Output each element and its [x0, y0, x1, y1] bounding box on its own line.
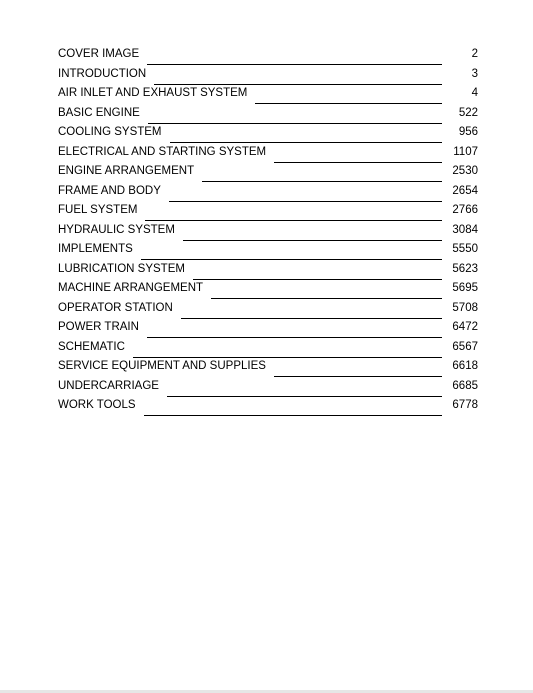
- toc-entry-cooling-system[interactable]: [58, 123, 478, 143]
- toc-entry-machine-arrangement[interactable]: [58, 279, 478, 299]
- toc-entry-title: FRAME AND BODY: [58, 184, 161, 197]
- toc-entry-implements[interactable]: [58, 240, 478, 260]
- toc-entry-hydraulic-system[interactable]: [58, 221, 478, 241]
- toc-leader-line: [144, 415, 442, 416]
- toc-entry-page: 3084: [452, 223, 478, 236]
- toc-entry-title: POWER TRAIN: [58, 321, 139, 333]
- toc-entry-page: 2766: [452, 204, 478, 216]
- toc-entry-air-inlet-and-exhaust-system[interactable]: [58, 84, 478, 104]
- toc-entry-page: 6567: [452, 340, 478, 353]
- toc-entry-title: ELECTRICAL AND STARTING SYSTEM: [58, 145, 267, 158]
- toc-entry-page: 6618: [452, 360, 478, 372]
- toc-entry-fuel-system[interactable]: [58, 201, 478, 221]
- toc-entry-page: 522: [458, 106, 478, 119]
- toc-entry-title: LUBRICATION SYSTEM: [58, 262, 185, 275]
- toc-entry-title: IMPLEMENTS: [58, 243, 133, 255]
- toc-entry-page: 3: [471, 67, 478, 80]
- toc-entry-page: 5623: [452, 262, 478, 275]
- toc-entry-electrical-and-starting-system[interactable]: [58, 143, 478, 163]
- toc-entry-page: 5708: [452, 301, 478, 314]
- toc-entry-work-tools[interactable]: [58, 396, 478, 416]
- toc-entry-service-equipment-and-supplies[interactable]: [58, 357, 478, 377]
- toc-entry-cover-image[interactable]: [58, 45, 478, 65]
- toc-entry-page: 5695: [452, 282, 478, 294]
- toc-entry-title: HYDRAULIC SYSTEM: [58, 223, 175, 236]
- toc-entry-engine-arrangement[interactable]: [58, 162, 478, 182]
- toc-entry-page: 2654: [452, 184, 478, 197]
- toc-entry-page: 1107: [453, 145, 478, 158]
- toc-entry-introduction[interactable]: [58, 65, 478, 85]
- toc-entry-title: COVER IMAGE: [58, 48, 140, 60]
- toc-entry-page: 2: [471, 48, 478, 60]
- toc-entry-page: 6685: [452, 379, 478, 392]
- toc-entry-basic-engine[interactable]: [58, 104, 478, 124]
- toc-entry-operator-station[interactable]: [58, 299, 478, 319]
- toc-entry-schematic[interactable]: [58, 338, 478, 358]
- toc-entry-title: SERVICE EQUIPMENT AND SUPPLIES: [58, 360, 266, 372]
- toc-entry-title: ENGINE ARRANGEMENT: [58, 165, 195, 177]
- toc-entry-title: AIR INLET AND EXHAUST SYSTEM: [58, 87, 248, 99]
- toc-entry-page: 956: [458, 126, 478, 138]
- table-of-contents: [58, 45, 478, 416]
- toc-entry-title: UNDERCARRIAGE: [58, 379, 159, 392]
- toc-entry-title: FUEL SYSTEM: [58, 204, 138, 216]
- toc-entry-power-train[interactable]: [58, 318, 478, 338]
- toc-entry-undercarriage[interactable]: [58, 377, 478, 397]
- toc-entry-title: OPERATOR STATION: [58, 301, 173, 314]
- toc-entry-page: 2530: [452, 165, 478, 177]
- toc-entry-title: MACHINE ARRANGEMENT: [58, 282, 204, 294]
- toc-entry-title: INTRODUCTION: [58, 67, 147, 80]
- toc-entry-title: COOLING SYSTEM: [58, 126, 162, 138]
- toc-entry-page: 5550: [452, 243, 478, 255]
- toc-entry-title: WORK TOOLS: [58, 399, 136, 411]
- toc-entry-title: SCHEMATIC: [58, 340, 125, 353]
- toc-entry-frame-and-body[interactable]: [58, 182, 478, 202]
- toc-entry-lubrication-system[interactable]: [58, 260, 478, 280]
- toc-entry-title: BASIC ENGINE: [58, 106, 140, 119]
- toc-entry-page: 4: [471, 87, 478, 99]
- toc-entry-page: 6778: [452, 399, 478, 411]
- toc-entry-page: 6472: [452, 321, 478, 333]
